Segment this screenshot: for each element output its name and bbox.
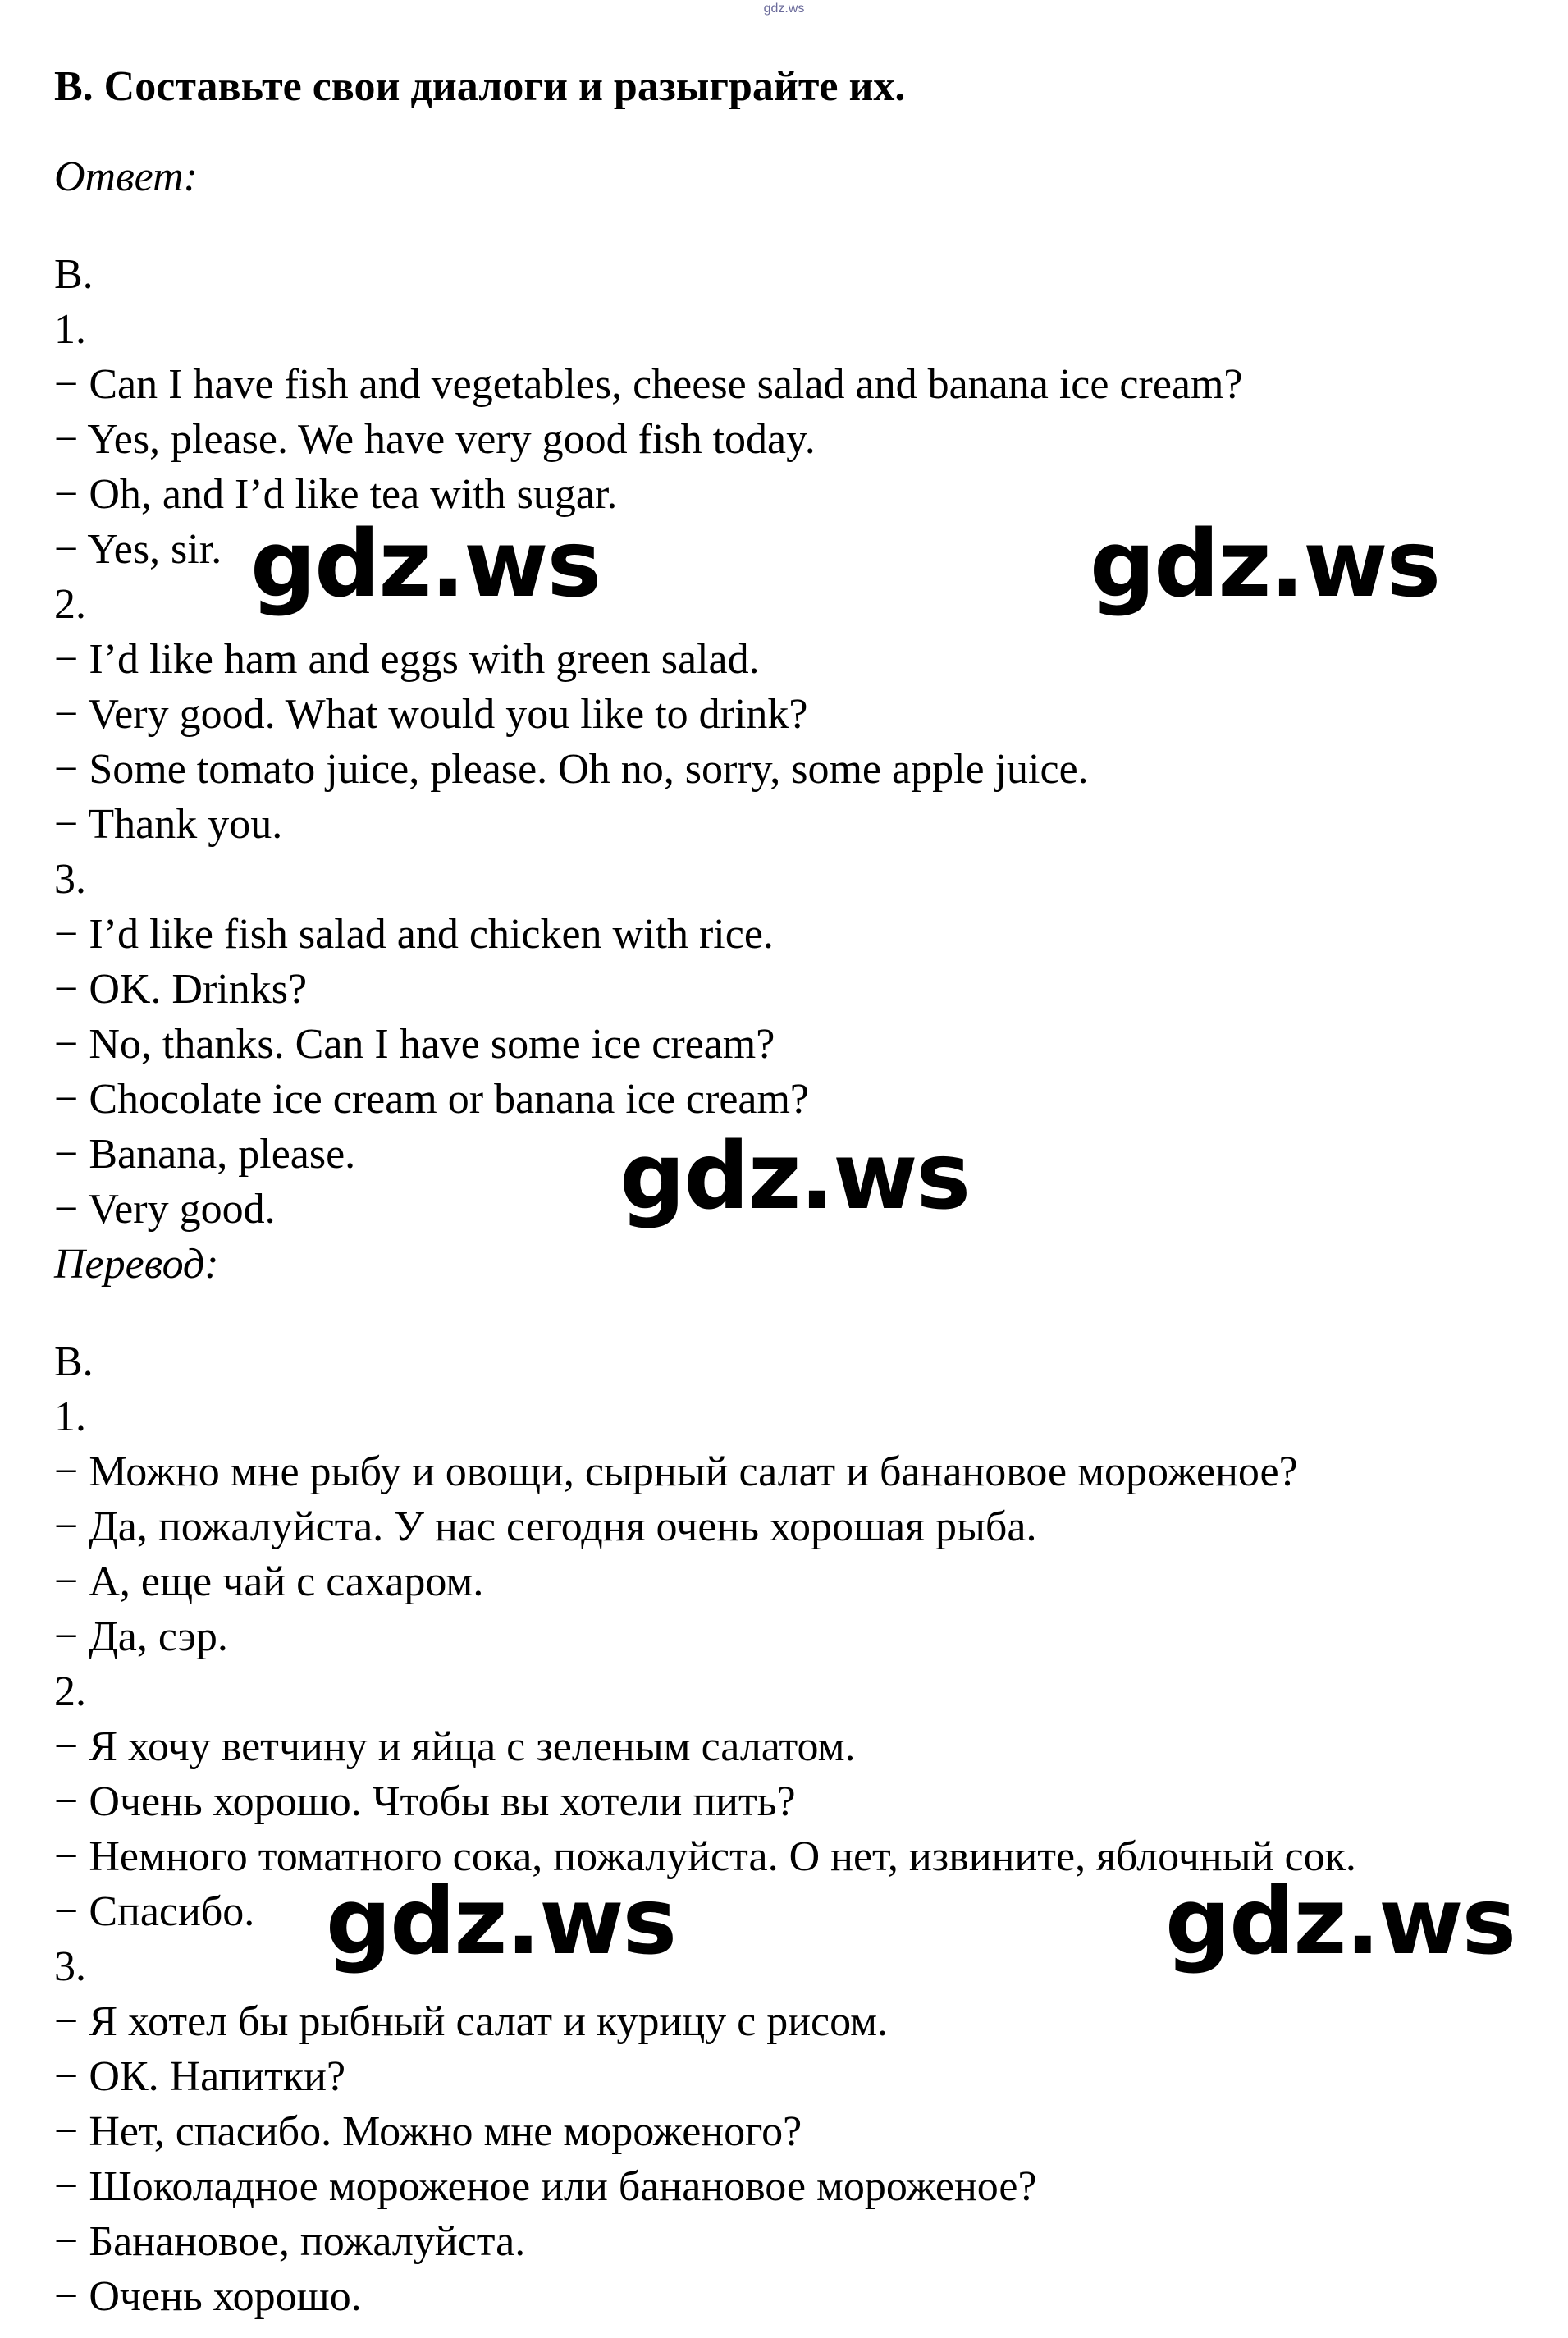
dialogue-line: − No, thanks. Can I have some ice cream? [54,1021,775,1068]
translation-line: − Очень хорошо. [54,2273,362,2320]
translation-line: − Банановое, пожалуйста. [54,2218,526,2265]
watermark: gdz.ws [326,1869,676,1975]
translation-line: − Я хочу ветчину и яйца с зеленым салатом. [54,1723,856,1770]
dialogue-line: − Thank you. [54,801,283,848]
dialogue-line: − Some tomato juice, please. Oh no, sorry, some apple juice. [54,746,1089,793]
translation-line: − А, еще чай с сахаром. [54,1558,484,1605]
dialogue-line: − Yes, sir. [54,526,222,573]
translation-line: − Спасибо. [54,1888,255,1935]
watermark: gdz.ws [1165,1869,1515,1975]
dialogue-line: − OK. Drinks? [54,966,308,1013]
dialogue-line: 2. [54,581,86,628]
translation-line: 2. [54,1668,86,1715]
exercise-heading: B. Составьте свои диалоги и разыграйте их. [54,63,906,110]
dialogue-line: − I’d like ham and eggs with green salad. [54,636,760,683]
watermark: gdz.ws [250,511,601,618]
translation-line: − Немного томатного сока, пожалуйста. О нет, извините, яблочный сок. [54,1833,1356,1880]
dialogue-line: − Yes, please. We have very good fish today. [54,416,816,463]
answer-label: Ответ: [54,153,198,200]
translation-line: − Да, пожалуйста. У нас сегодня очень хорошая рыба. [54,1503,1037,1550]
translation-dialogues [54,1389,1531,2324]
answer-section-letter: B. [54,251,94,298]
dialogue-line: − Chocolate ice cream or banana ice cream? [54,1076,810,1123]
dialogue-line: − Oh, and I’d like tea with sugar. [54,471,618,518]
translation-line: 3. [54,1943,86,1990]
translation-line: − Нет, спасибо. Можно мне мороженого? [54,2108,802,2155]
watermark: gdz.ws [1090,511,1440,618]
dialogue-line: 1. [54,306,86,353]
translation-label: Перевод: [54,1241,219,1288]
dialogue-line: − Can I have fish and vegetables, cheese salad and banana ice cream? [54,361,1243,408]
dialogue-line: − I’d like fish salad and chicken with rice. [54,911,774,958]
dialogue-line: − Very good. What would you like to drink? [54,691,808,738]
translation-line: − Очень хорошо. Чтобы вы хотели пить? [54,1778,796,1825]
translation-line: − Шоколадное мороженое или банановое мороженое? [54,2163,1037,2210]
watermark: gdz.ws [619,1123,970,1230]
dialogue-line: − Banana, please. [54,1131,356,1178]
dialogue-line: − Very good. [54,1186,276,1233]
translation-line: − ОК. Напитки? [54,2053,346,2100]
translation-line: 1. [54,1393,86,1440]
translation-line: − Да, сэр. [54,1613,228,1660]
dialogue-line: 3. [54,856,86,903]
translation-line: − Можно мне рыбу и овощи, сырный салат и банановое мороженое? [54,1448,1298,1495]
translation-section-letter: B. [54,1338,94,1385]
top-watermark: gdz.ws [763,2,805,16]
translation-line: − Я хотел бы рыбный салат и курицу с рисом. [54,1998,889,2045]
answer-dialogues [54,302,1531,1237]
